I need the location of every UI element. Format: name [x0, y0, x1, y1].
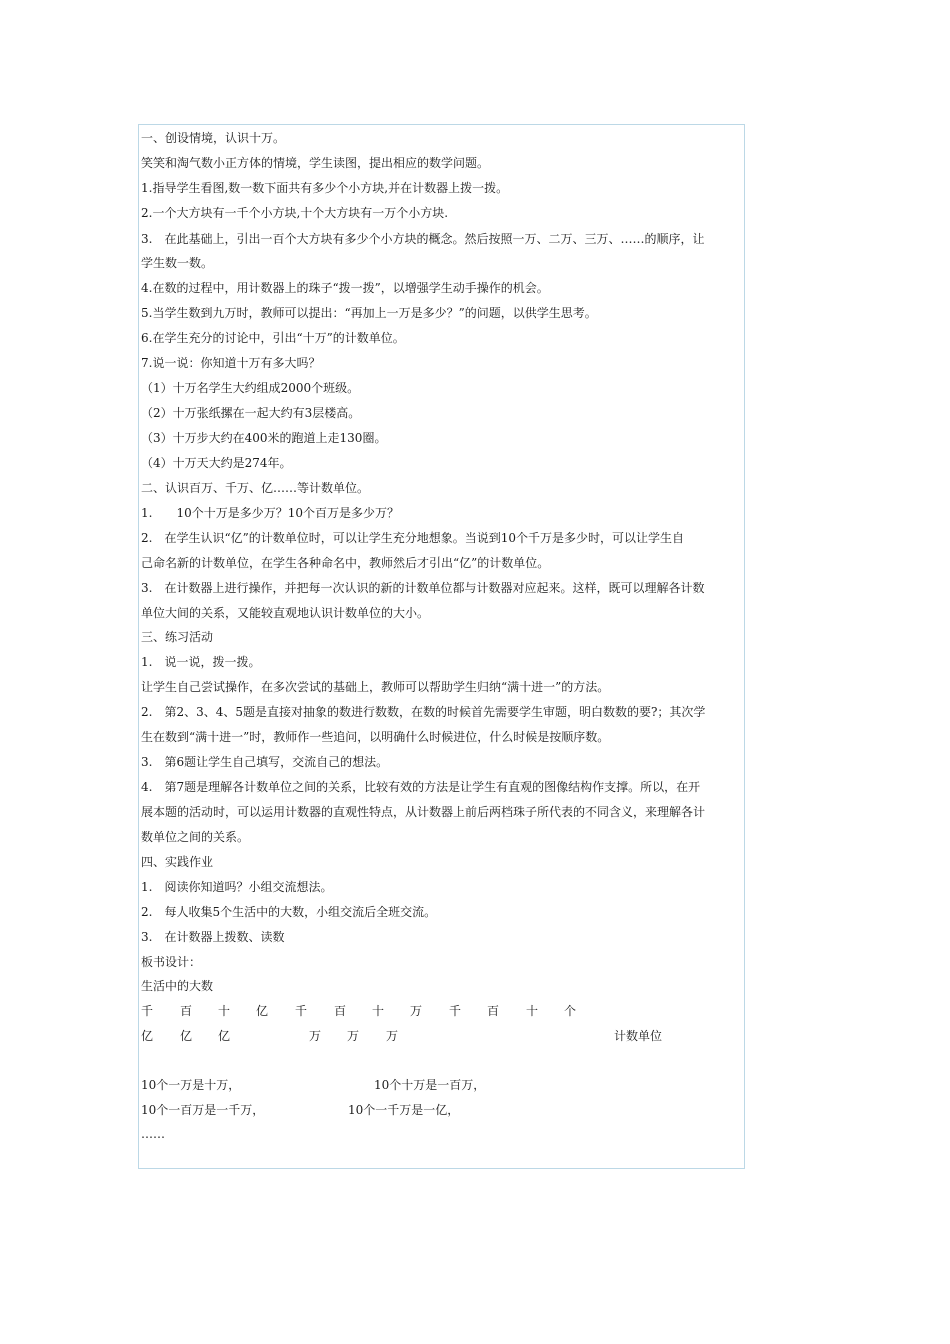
paragraph-line: 己命名新的计数单位，在学生各种命名中，教师然后才引出“亿”的计数单位。 [141, 556, 550, 570]
paragraph-line: （2）十万张纸摞在一起大约有3层楼高。 [141, 406, 361, 420]
place-value-cell: 百 [334, 1004, 347, 1018]
place-value-row [141, 1003, 661, 1019]
board-design-label: 板书设计： [141, 955, 202, 969]
equation-row [141, 1102, 701, 1118]
place-value-cell: 十 [218, 1004, 231, 1018]
paragraph-line: 1.指导学生看图,数一数下面共有多少个小方块,并在计数器上拨一拨。 [141, 181, 509, 195]
paragraph-line: （1）十万名学生大约组成2000个班级。 [141, 381, 360, 395]
paragraph-line: 1. 阅读你知道吗？小组交流想法。 [141, 880, 333, 894]
place-value-cell: 个 [564, 1004, 577, 1018]
paragraph-line: （4）十万天大约是274年。 [141, 456, 292, 470]
place-value-cell: 万 [410, 1004, 423, 1018]
paragraph-line: 2. 每人收集5个生活中的大数，小组交流后全班交流。 [141, 905, 437, 919]
place-value-cell: 十 [372, 1004, 385, 1018]
paragraph-line: （3）十万步大约在400米的跑道上走130圈。 [141, 431, 387, 445]
paragraph-line: 单位大间的关系，又能较直观地认识计数单位的大小。 [141, 606, 430, 620]
paragraph-line: 学生数一数。 [141, 256, 214, 270]
place-value-cell: 千 [141, 1004, 154, 1018]
paragraph-line: 展本题的活动时，可以运用计数器的直观性特点，从计数器上前后两档珠子所代表的不同含义，来理解各计 [141, 805, 706, 819]
section-3-heading: 三、练习活动 [141, 630, 214, 644]
paragraph-line: 让学生自己尝试操作，在多次尝试的基础上，教师可以帮助学生归纳“满十进一”的方法。 [141, 680, 610, 694]
paragraph-line: 1. 说一说，拨一拨。 [141, 655, 261, 669]
paragraph-line: 3. 在计数器上进行操作，并把每一次认识的新的计数单位都与计数器对应起来。这样，既可以理解各计数 [141, 581, 705, 595]
equation-row [141, 1077, 701, 1093]
paragraph-line: 2. 第2、3、4、5题是直接对抽象的数进行数数，在数的时候首先需要学生审题，明白数数的要?；其次学 [141, 705, 706, 719]
place-value-cell: 亿 [218, 1029, 231, 1043]
place-value-row [141, 1028, 701, 1044]
place-value-cell: 亿 [256, 1004, 269, 1018]
paragraph-line: 7.说一说：你知道十万有多大吗？ [141, 356, 321, 370]
equation-text: 10个十万是一百万， [374, 1078, 486, 1092]
section-1-heading: 一、创设情境，认识十万。 [141, 131, 286, 145]
place-value-cell: 百 [487, 1004, 500, 1018]
paragraph-line: 4. 第7题是理解各计数单位之间的关系，比较有效的方法是让学生有直观的图像结构作支撑。所以，在开 [141, 780, 701, 794]
place-value-cell: 百 [180, 1004, 193, 1018]
paragraph-line: 1. 10个十万是多少万？10个百万是多少万？ [141, 506, 399, 520]
paragraph-line: 3. 在计数器上拨数、读数 [141, 930, 285, 944]
paragraph-line: 笑笑和淘气数小正方体的情境，学生读图，提出相应的数学问题。 [141, 156, 490, 170]
place-value-cell: 千 [295, 1004, 308, 1018]
paragraph-line: 生在数到“满十进一”时，教师作一些追问，以明确什么时候进位，什么时候是按顺序数。 [141, 730, 610, 744]
equation-text: 10个一百万是一千万， [141, 1103, 265, 1117]
paragraph-line: 数单位之间的关系。 [141, 830, 250, 844]
unit-label: 计数单位 [614, 1029, 663, 1043]
place-value-cell: 千 [449, 1004, 462, 1018]
paragraph-line: 2. 在学生认识“亿”的计数单位时，可以让学生充分地想象。当说到10个千万是多少时，可以让学生自 [141, 531, 684, 545]
place-value-cell: 十 [526, 1004, 539, 1018]
equation-text: 10个一千万是一亿， [348, 1103, 460, 1117]
paragraph-line: 3. 在此基础上，引出一百个大方块有多少个小方块的概念。然后按照一万、二万、三万、……的顺序，让 [141, 232, 705, 246]
section-4-heading: 四、实践作业 [141, 855, 214, 869]
paragraph-line: 6.在学生充分的讨论中，引出“十万”的计数单位。 [141, 331, 405, 345]
paragraph-line: 5.当学生数到九万时，教师可以提出：“再加上一万是多少？”的问题，以供学生思考。 [141, 306, 597, 320]
board-title: 生活中的大数 [141, 979, 214, 993]
paragraph-line: 2.一个大方块有一千个小方块,十个大方块有一万个小方块. [141, 206, 449, 220]
place-value-cell: 万 [309, 1029, 322, 1043]
place-value-cell: 万 [386, 1029, 399, 1043]
paragraph-line: 3. 第6题让学生自己填写，交流自己的想法。 [141, 755, 389, 769]
equation-text: 10个一万是十万， [141, 1078, 241, 1092]
section-2-heading: 二、认识百万、千万、亿……等计数单位。 [141, 481, 370, 495]
ellipsis-line: …… [141, 1127, 165, 1141]
place-value-cell: 亿 [180, 1029, 193, 1043]
place-value-cell: 万 [347, 1029, 360, 1043]
place-value-cell: 亿 [141, 1029, 154, 1043]
paragraph-line: 4.在数的过程中，用计数器上的珠子“拨一拨”，以增强学生动手操作的机会。 [141, 281, 549, 295]
